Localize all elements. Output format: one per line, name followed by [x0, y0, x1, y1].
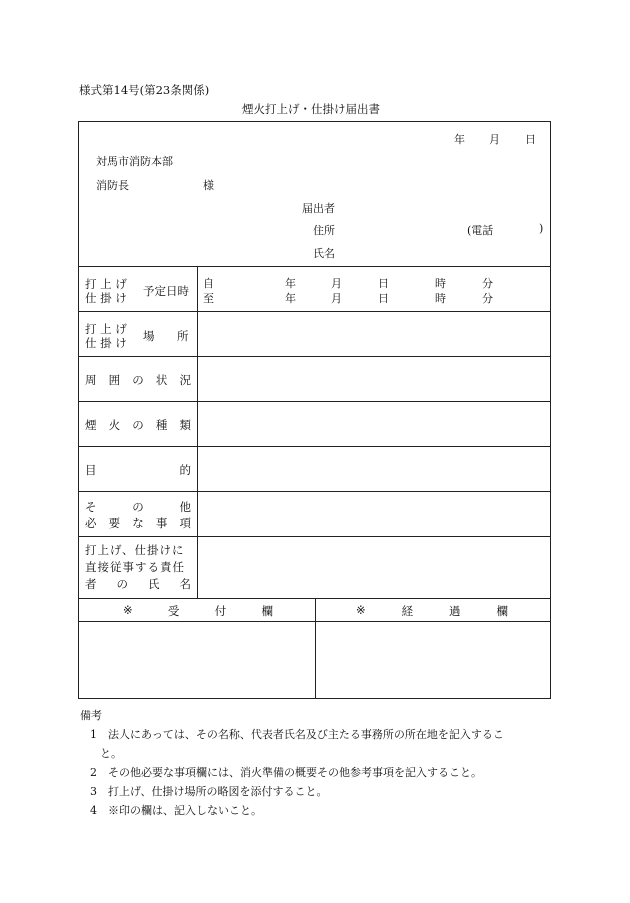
label-char: 火 — [108, 418, 121, 432]
from-month: 月 — [331, 277, 342, 290]
row-divider — [79, 401, 550, 402]
label-char: 欄 — [496, 604, 508, 618]
phone-label: (電話 — [467, 224, 494, 237]
label-char: 事 — [155, 516, 168, 530]
label-char: そ — [85, 500, 97, 514]
addressee-title: 消防長 — [96, 179, 129, 192]
remark-item: 1 法人にあっては、その名称、代表者氏名及び主たる事務所の所在地を記入するこ — [90, 728, 504, 741]
page-title: 煙火打上げ・仕掛け届出書 — [242, 102, 380, 116]
fireworks-type-label — [85, 417, 191, 433]
remark-item: 3 打上げ、仕掛け場所の略図を添付すること。 — [90, 785, 328, 798]
addressee-honorific: 様 — [203, 179, 214, 192]
place-label-launch: 打 上 げ — [85, 322, 127, 336]
address-label: 住所 — [313, 224, 335, 237]
reception-column-header — [123, 603, 273, 619]
row-divider — [79, 536, 550, 537]
label-char: の — [132, 373, 144, 387]
label-char: 状 — [155, 373, 168, 387]
responsible-label-1: 打上げ、仕掛けに — [85, 543, 185, 557]
other-label-1 — [85, 499, 191, 515]
responsible-label-3 — [85, 576, 191, 592]
label-char: の — [132, 418, 144, 432]
row-divider — [79, 356, 550, 357]
purpose-label — [85, 462, 191, 478]
column-divider — [315, 598, 316, 698]
remarks-section — [80, 706, 504, 820]
remark-item: 4 ※印の欄は、記入しないこと。 — [90, 804, 262, 817]
date-year: 年 — [454, 133, 465, 146]
datetime-label-launch: 打 上 げ — [85, 277, 127, 291]
remark-item-continuation: と。 — [100, 747, 122, 760]
to-hour: 時 — [435, 292, 446, 305]
row-divider — [79, 266, 550, 267]
place-label-setup: 仕 掛 け — [85, 336, 127, 350]
label-char: 種 — [155, 418, 168, 432]
form-number: 様式第14号(第23条関係) — [79, 83, 210, 97]
row-divider — [79, 491, 550, 492]
from-hour: 時 — [435, 277, 446, 290]
responsible-label-2: 直接従事する責任 — [85, 560, 185, 574]
label-char: 必 — [85, 516, 97, 530]
datetime-label-setup: 仕 掛 け — [85, 291, 127, 305]
label-char: 受 — [167, 604, 180, 618]
label-char: 項 — [179, 516, 191, 530]
progress-column-header — [356, 603, 508, 619]
label-char: 付 — [214, 604, 227, 618]
from-day: 日 — [378, 277, 389, 290]
label-char: の — [132, 500, 144, 514]
label-char: 要 — [108, 516, 121, 530]
row-divider — [79, 311, 550, 312]
label-char: の — [116, 577, 128, 591]
to-year: 年 — [285, 292, 296, 305]
surroundings-label — [85, 372, 191, 388]
label-char: 周 — [85, 373, 97, 387]
remark-item: 2 その他必要な事項欄には、消火準備の概要その他参考事項を記入すること。 — [90, 766, 482, 779]
to-month: 月 — [331, 292, 342, 305]
datetime-label: 予定日時 — [143, 284, 189, 298]
row-divider — [79, 446, 550, 447]
label-char: 者 — [85, 577, 97, 591]
remarks-heading: 備考 — [80, 709, 102, 722]
label-char: 氏 — [148, 577, 160, 591]
label-char: 過 — [449, 604, 461, 618]
to-minute: 分 — [482, 292, 493, 305]
label-char: 欄 — [261, 604, 273, 618]
label-char: 類 — [179, 418, 191, 432]
other-label-2 — [85, 515, 191, 531]
label-char: 名 — [179, 577, 191, 591]
notifier-label: 届出者 — [302, 202, 335, 215]
label-char: 他 — [179, 500, 191, 514]
label-char: 的 — [179, 463, 191, 477]
notification-form — [78, 121, 551, 699]
to-label: 至 — [203, 292, 214, 305]
label-char: 経 — [401, 604, 414, 618]
label-char: ※ — [356, 603, 366, 617]
column-divider — [197, 266, 198, 598]
label-char: 況 — [179, 373, 191, 387]
phone-close: ) — [539, 222, 544, 235]
from-year: 年 — [285, 277, 296, 290]
addressee-org: 対馬市消防本部 — [96, 155, 173, 168]
place-label-sho: 所 — [177, 329, 189, 343]
from-label: 自 — [203, 277, 214, 290]
label-char: な — [132, 516, 144, 530]
label-char: 目 — [85, 463, 97, 477]
label-char: ※ — [123, 603, 133, 617]
label-char: 囲 — [108, 373, 121, 387]
from-minute: 分 — [482, 277, 493, 290]
date-month: 月 — [489, 133, 500, 146]
date-day: 日 — [525, 133, 536, 146]
label-char: 煙 — [85, 418, 97, 432]
place-label-ba: 場 — [143, 329, 155, 343]
name-label: 氏名 — [313, 247, 335, 260]
to-day: 日 — [378, 292, 389, 305]
